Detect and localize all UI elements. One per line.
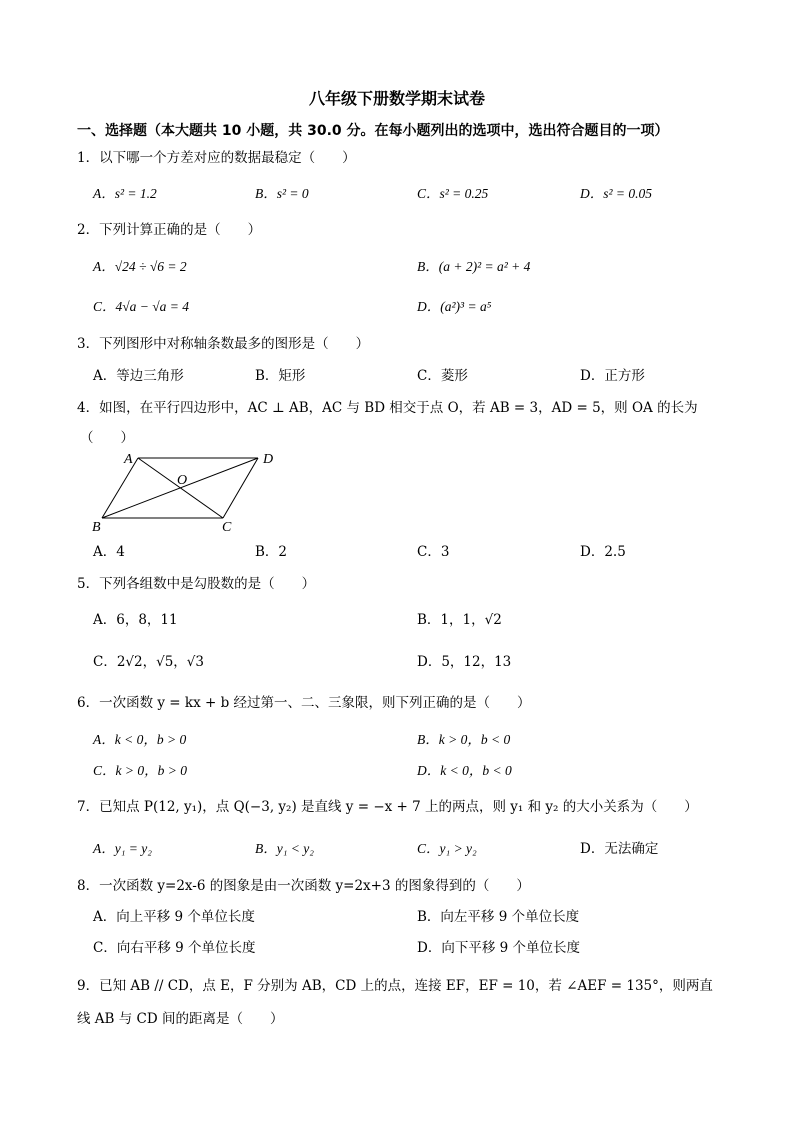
question-4-option-b: B．2 bbox=[255, 544, 288, 560]
question-8-option-c: C．向右平移 9 个单位长度 bbox=[93, 940, 256, 956]
question-6-option-c: C．k > 0，b > 0 bbox=[93, 763, 187, 778]
question-5-option-c: C．2√2，√5，√3 bbox=[93, 654, 204, 670]
question-1-option-d: D．s² = 0.05 bbox=[580, 186, 653, 201]
question-8-stem: 8．一次函数 y=2x-6 的图象是由一次函数 y=2x+3 的图象得到的（ ） bbox=[77, 878, 530, 894]
question-1-stem: 1．以下哪一个方差对应的数据最稳定（ ） bbox=[77, 150, 356, 166]
label-o: O bbox=[177, 473, 188, 488]
label-b: B bbox=[92, 520, 101, 535]
question-1-option-c: C．s² = 0.25 bbox=[417, 186, 489, 201]
question-4-stem: 4．如图，在平行四边形中，AC ⊥ AB，AC 与 BD 相交于点 O，若 AB = 3，AD = 5，则 OA 的长为 bbox=[77, 400, 698, 416]
question-2-stem: 2．下列计算正确的是（ ） bbox=[77, 222, 262, 238]
question-7-stem: 7．已知点 P(12, y₁)，点 Q(−3, y₂) 是直线 y = −x + 7 上的两点，则 y₁ 和 y₂ 的大小关系为（ ） bbox=[77, 799, 698, 815]
question-1-option-a: A．s² = 1.2 bbox=[93, 186, 157, 201]
question-6-option-b: B．k > 0，b < 0 bbox=[417, 732, 511, 747]
question-5-stem: 5．下列各组数中是勾股数的是（ ） bbox=[77, 576, 316, 592]
question-7-option-b: B．y₁ < y₂ bbox=[255, 841, 314, 856]
question-8-option-d: D．向下平移 9 个单位长度 bbox=[417, 940, 580, 956]
page-title: 八年级下册数学期末试卷 bbox=[308, 89, 485, 108]
question-4-option-a: A．4 bbox=[93, 544, 125, 560]
question-4-stem-continued: （ ） bbox=[80, 430, 134, 446]
question-9-stem: 9．已知 AB // CD，点 E，F 分别为 AB，CD 上的点，连接 EF，EF = 10，若 ∠AEF = 135°，则两直 bbox=[77, 978, 713, 994]
question-3-option-b: B．矩形 bbox=[255, 368, 306, 384]
question-5-option-b: B．1，1，√2 bbox=[417, 612, 502, 628]
question-4-option-c: C．3 bbox=[417, 544, 450, 560]
question-6-stem: 6．一次函数 y = kx + b 经过第一、二、三象限，则下列正确的是（ ） bbox=[77, 695, 531, 711]
section-heading: 一、选择题（本大题共 10 小题，共 30.0 分。在每小题列出的选项中，选出符合题目的一项） bbox=[77, 123, 669, 139]
question-3-option-a: A．等边三角形 bbox=[93, 368, 184, 384]
parallelogram-figure bbox=[88, 446, 288, 536]
question-8-option-a: A．向上平移 9 个单位长度 bbox=[93, 909, 255, 925]
question-5-option-d: D．5，12，13 bbox=[417, 654, 512, 670]
question-2-option-d: D．(a²)³ = a⁵ bbox=[417, 299, 492, 314]
question-1-option-b: B．s² = 0 bbox=[255, 186, 309, 201]
label-d: D bbox=[263, 452, 274, 467]
question-6-option-a: A．k < 0，b > 0 bbox=[93, 732, 187, 747]
question-9-stem-continued: 线 AB 与 CD 间的距离是（ ） bbox=[77, 1011, 284, 1027]
question-4-option-d: D．2.5 bbox=[580, 544, 626, 560]
question-3-option-d: D．正方形 bbox=[580, 368, 645, 384]
question-2-option-c: C．4√a − √a = 4 bbox=[93, 299, 190, 314]
question-8-option-b: B．向左平移 9 个单位长度 bbox=[417, 909, 580, 925]
question-7-option-c: C．y₁ > y₂ bbox=[417, 841, 477, 856]
question-3-stem: 3．下列图形中对称轴条数最多的图形是（ ） bbox=[77, 336, 370, 352]
question-6-option-d: D．k < 0，b < 0 bbox=[417, 763, 512, 778]
question-2-option-a: A．√24 ÷ √6 = 2 bbox=[93, 259, 187, 274]
label-a: A bbox=[124, 452, 133, 467]
question-7-option-a: A．y₁ = y₂ bbox=[93, 841, 152, 856]
label-c: C bbox=[222, 520, 232, 535]
question-5-option-a: A．6，8，11 bbox=[93, 612, 178, 628]
question-2-option-b: B．(a + 2)² = a² + 4 bbox=[417, 259, 531, 274]
question-7-option-d: D．无法确定 bbox=[580, 841, 659, 857]
question-3-option-c: C．菱形 bbox=[417, 368, 468, 384]
